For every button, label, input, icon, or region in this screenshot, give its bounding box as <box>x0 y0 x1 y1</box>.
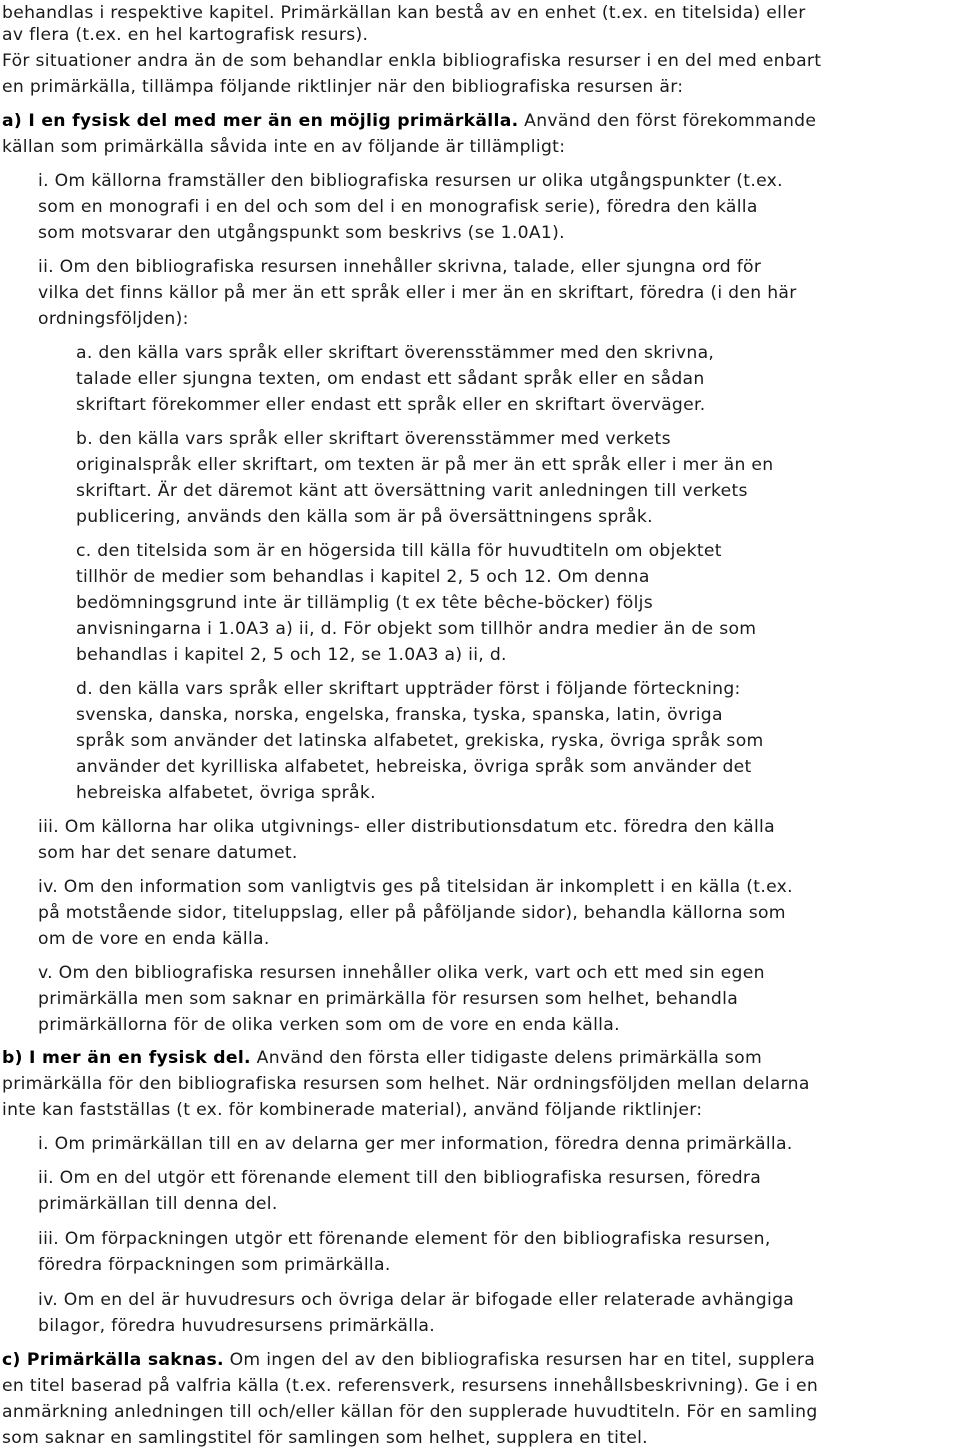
list-item-line: primärkällan till denna del. <box>38 1194 278 1214</box>
sub-item-line: svenska, danska, norska, engelska, franska, tyska, spanska, latin, övriga <box>76 705 723 725</box>
section-c-line: en titel baserad på valfria källa (t.ex. referensverk, resursens innehållsbeskrivning). Ge i en <box>2 1376 819 1396</box>
section-b-heading: b) I mer än en fysisk del. <box>2 1048 251 1068</box>
sub-item-line: publicering, används den källa som är på översättningens språk. <box>76 507 653 527</box>
list-item-line: vilka det finns källor på mer än ett språk eller i mer än en skriftart, föredra (i den här <box>38 283 797 303</box>
section-c-line: anmärkning anledningen till och/eller källan för den supplerade huvudtiteln. För en samling <box>2 1402 818 1422</box>
sub-item-line: c. den titelsida som är en högersida till källa för huvudtiteln om objektet <box>76 541 722 561</box>
sub-item-line: hebreiska alfabetet, övriga språk. <box>76 783 376 803</box>
list-item-line: som en monografi i en del och som del i en monografisk serie), föredra den källa <box>38 197 758 217</box>
sub-item-line: b. den källa vars språk eller skriftart överensstämmer med verkets <box>76 429 671 449</box>
intro-line: För situationer andra än de som behandlar enkla bibliografiska resurser i en del med enbart <box>2 51 822 71</box>
list-item-line: iv. Om en del är huvudresurs och övriga delar är bifogade eller relaterade avhängiga <box>38 1290 795 1310</box>
section-c-first-line <box>2 1347 815 1373</box>
list-item-line: primärkälla men som saknar en primärkälla för resursen som helhet, behandla <box>38 989 739 1009</box>
list-item-line: iii. Om källorna har olika utgivnings- eller distributionsdatum etc. föredra den källa <box>38 817 775 837</box>
list-item-line: ii. Om en del utgör ett förenande element till den bibliografiska resursen, föredra <box>38 1168 762 1188</box>
sub-item-line: behandlas i kapitel 2, 5 och 12, se 1.0A3 a) ii, d. <box>76 645 507 665</box>
sub-item-line: bedömningsgrund inte är tillämplig (t ex tête bêche-böcker) följs <box>76 593 654 613</box>
list-item-line: på motstående sidor, titeluppslag, eller på påföljande sidor), behandla källorna som <box>38 903 786 923</box>
section-a-first-line <box>2 108 816 134</box>
section-a-line: källan som primärkälla såvida inte en av följande är tillämpligt: <box>2 137 566 157</box>
sub-item-line: skriftart. Är det däremot känt att översättning varit anledningen till verkets <box>76 481 748 501</box>
sub-item-line: skriftart förekommer eller endast ett språk eller en skriftart överväger. <box>76 395 706 415</box>
list-item-line: om de vore en enda källa. <box>38 929 270 949</box>
section-c-text: Om ingen del av den bibliografiska resursen har en titel, supplera <box>223 1350 816 1370</box>
section-c-heading: c) Primärkälla saknas. <box>2 1350 224 1370</box>
sub-item-line: tillhör de medier som behandlas i kapitel 2, 5 och 12. Om denna <box>76 567 650 587</box>
section-b-first-line <box>2 1045 762 1071</box>
section-a-text: Använd den först förekommande <box>518 111 817 131</box>
section-b-line: primärkälla för den bibliografiska resursen som helhet. När ordningsföljden mellan delarna <box>2 1074 810 1094</box>
sub-item-line: anvisningarna i 1.0A3 a) ii, d. För objekt som tillhör andra medier än de som <box>76 619 757 639</box>
sub-item-line: originalspråk eller skriftart, om texten är på mer än ett språk eller i mer än en <box>76 455 774 475</box>
sub-item-line: talade eller sjungna texten, om endast ett sådant språk eller en sådan <box>76 369 705 389</box>
list-item-line: i. Om primärkällan till en av delarna ger mer information, föredra denna primärkälla. <box>38 1134 793 1154</box>
list-item-line: primärkällorna för de olika verken som om de vore en enda källa. <box>38 1015 620 1035</box>
sub-item-line: a. den källa vars språk eller skriftart överensstämmer med den skrivna, <box>76 343 715 363</box>
list-item-line: som har det senare datumet. <box>38 843 298 863</box>
list-item-line: i. Om källorna framställer den bibliografiska resursen ur olika utgångspunkter (t.ex. <box>38 171 783 191</box>
section-b-line: inte kan fastställas (t ex. för kombinerade material), använd följande riktlinjer: <box>2 1100 703 1120</box>
list-item-line: ii. Om den bibliografiska resursen innehåller skrivna, talade, eller sjungna ord för <box>38 257 762 277</box>
list-item-line: iv. Om den information som vanligtvis ges på titelsidan är inkomplett i en källa (t.ex. <box>38 877 793 897</box>
list-item-line: som motsvarar den utgångspunkt som beskrivs (se 1.0A1). <box>38 223 565 243</box>
list-item-line: föredra förpackningen som primärkälla. <box>38 1255 391 1275</box>
section-a-heading: a) I en fysisk del med mer än en möjlig primärkälla. <box>2 111 519 131</box>
sub-item-line: använder det kyrilliska alfabetet, hebreiska, övriga språk som använder det <box>76 757 752 777</box>
section-b-text: Använd den första eller tidigaste delens primärkälla som <box>250 1048 763 1068</box>
list-item-line: v. Om den bibliografiska resursen innehåller olika verk, vart och ett med sin egen <box>38 963 765 983</box>
list-item-line: iii. Om förpackningen utgör ett förenande element för den bibliografiska resursen, <box>38 1229 771 1249</box>
sub-item-line: d. den källa vars språk eller skriftart uppträder först i följande förteckning: <box>76 679 741 699</box>
intro-line: behandlas i respektive kapitel. Primärkällan kan bestå av en enhet (t.ex. en titelsida) eller <box>2 3 806 23</box>
list-item-line: bilagor, föredra huvudresursens primärkälla. <box>38 1316 436 1336</box>
section-c-line: som saknar en samlingstitel för samlingen som helhet, supplera en titel. <box>2 1428 648 1448</box>
sub-item-line: språk som använder det latinska alfabetet, grekiska, ryska, övriga språk som <box>76 731 764 751</box>
intro-line: en primärkälla, tillämpa följande riktlinjer när den bibliografiska resursen är: <box>2 77 684 97</box>
intro-line: av flera (t.ex. en hel kartografisk resurs). <box>2 25 369 45</box>
list-item-line: ordningsföljden): <box>38 309 189 329</box>
